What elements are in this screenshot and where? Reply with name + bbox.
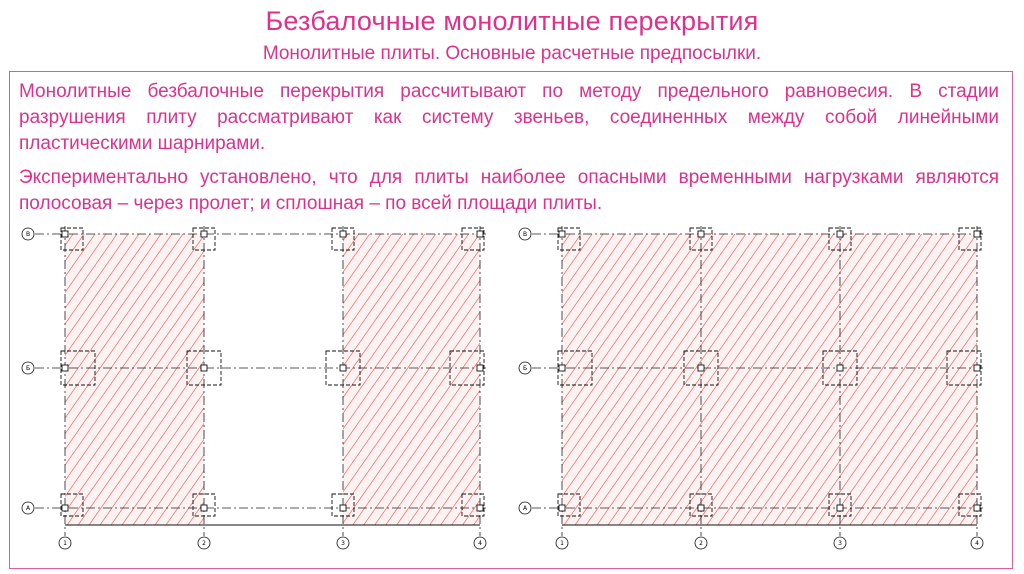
axis-label-column: 3	[838, 540, 842, 547]
column	[698, 365, 704, 371]
loaded-span-1	[65, 234, 204, 525]
loaded-span-2	[701, 234, 840, 525]
plan-full-loading	[515, 218, 997, 554]
column	[974, 505, 980, 511]
column	[62, 365, 68, 371]
column	[974, 231, 980, 237]
axis-label-row: В	[25, 231, 31, 238]
column	[974, 365, 980, 371]
column	[201, 365, 207, 371]
column	[837, 505, 843, 511]
column	[698, 505, 704, 511]
column	[340, 231, 346, 237]
column	[837, 365, 843, 371]
page-subtitle: Монолитные плиты. Основные расчетные предпосылки.	[262, 43, 762, 64]
column	[477, 231, 483, 237]
column	[477, 365, 483, 371]
column	[837, 231, 843, 237]
axis-label-row: В	[522, 231, 528, 238]
column	[201, 505, 207, 511]
loaded-span-3	[343, 234, 480, 525]
loaded-span-3	[840, 234, 977, 525]
column	[698, 231, 704, 237]
loaded-span-1	[562, 234, 701, 525]
axis-label-row: А	[25, 505, 31, 512]
column	[477, 505, 483, 511]
page-title: Безбалочные монолитные перекрытия	[265, 6, 759, 36]
axis-label-row: Б	[25, 365, 31, 372]
column	[62, 231, 68, 237]
column	[340, 505, 346, 511]
column	[201, 231, 207, 237]
axis-label-column: 3	[341, 540, 345, 547]
axis-label-column: 4	[478, 540, 482, 547]
plan-strip-loading	[18, 218, 500, 554]
axis-label-column: 1	[560, 540, 564, 547]
paragraph-method: Монолитные безбалочные перекрытия рассчитывают по методу предельного равновесия. В стадии разрушения плиту рассматривают как систему звеньев, соединенных между собой линейными пластическими шарнирами.	[19, 81, 999, 154]
axis-label-column: 2	[699, 540, 703, 547]
axis-label-row: Б	[522, 365, 528, 372]
column	[62, 505, 68, 511]
column	[559, 365, 565, 371]
axis-label-column: 1	[63, 540, 67, 547]
axis-label-column: 4	[975, 540, 979, 547]
column	[340, 365, 346, 371]
column	[559, 231, 565, 237]
paragraph-loads: Экспериментально установлено, что для плиты наиболее опасными временными нагрузками являются полосовая – через пролет; и сплошная – по всей площади плиты.	[19, 167, 999, 214]
axis-label-row: А	[522, 505, 528, 512]
column	[559, 505, 565, 511]
axis-label-column: 2	[202, 540, 206, 547]
